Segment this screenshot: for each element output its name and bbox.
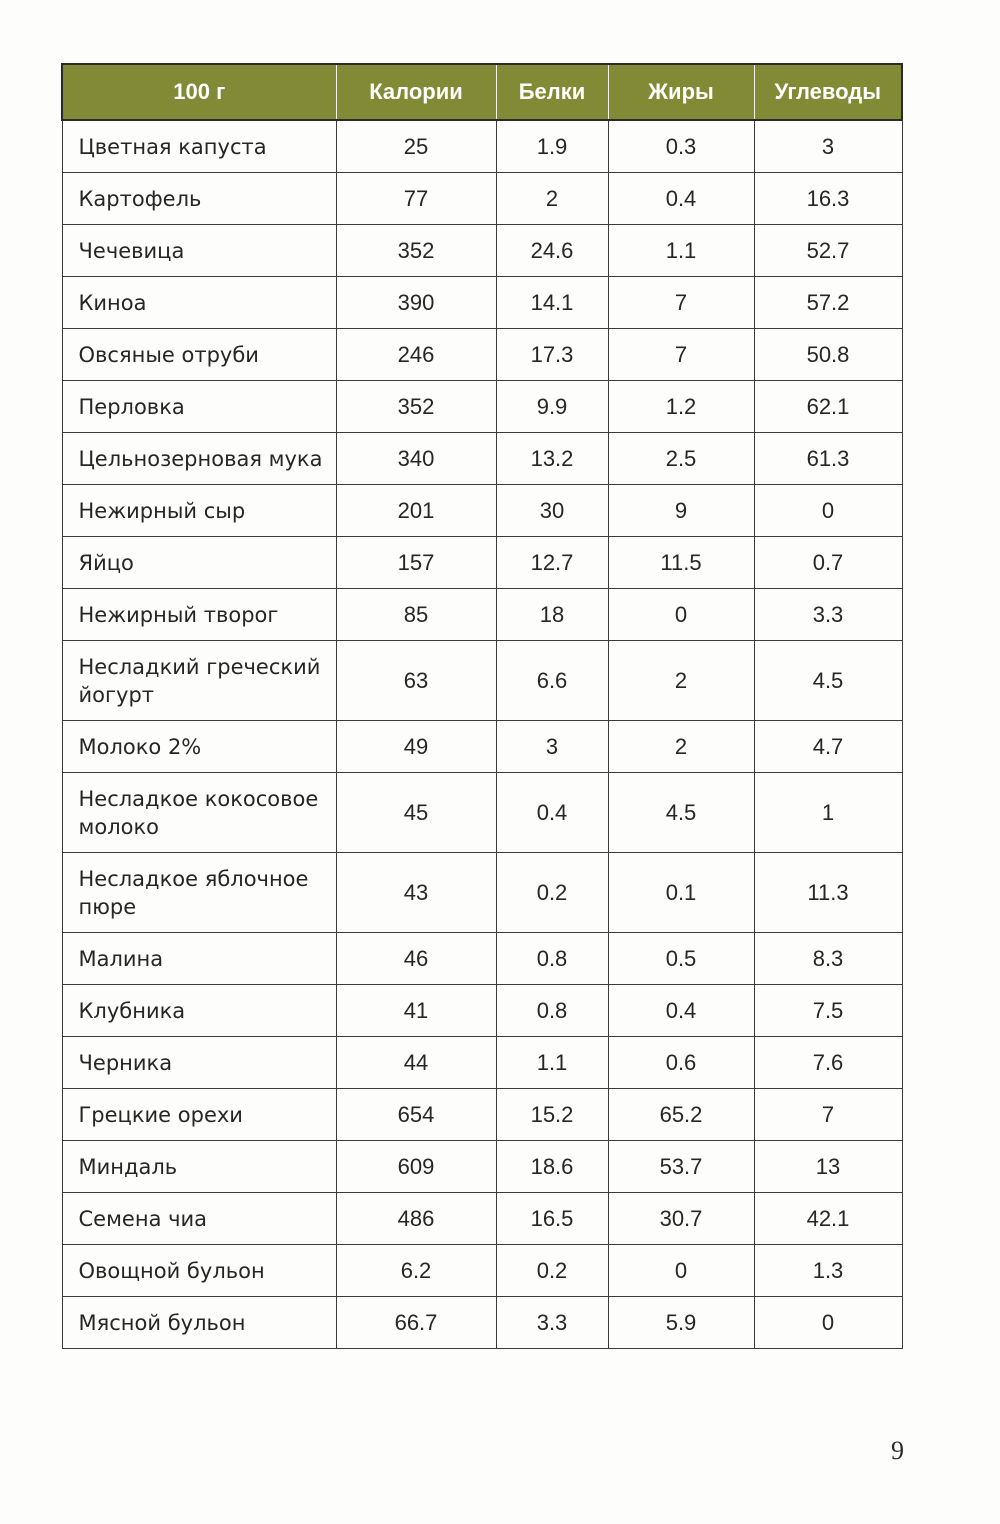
header-calories: Калории [336,64,496,120]
food-name-cell: Нежирный сыр [62,485,336,537]
fat-cell: 7 [608,329,754,381]
header-protein: Белки [496,64,608,120]
header-fat: Жиры [608,64,754,120]
food-name-cell: Яйцо [62,537,336,589]
carbs-cell: 16.3 [754,173,902,225]
carbs-cell: 4.5 [754,641,902,721]
table-row [62,1297,902,1349]
calories-cell: 246 [336,329,496,381]
calories-cell: 157 [336,537,496,589]
header-row [62,64,902,120]
calories-cell: 66.7 [336,1297,496,1349]
calories-cell: 45 [336,773,496,853]
carbs-cell: 0 [754,1297,902,1349]
fat-cell: 30.7 [608,1193,754,1245]
table-row [62,173,902,225]
header-carbs: Углеводы [754,64,902,120]
calories-cell: 41 [336,985,496,1037]
carbs-cell: 61.3 [754,433,902,485]
food-name-cell: Несладкий греческий йогурт [62,641,336,721]
protein-cell: 0.4 [496,773,608,853]
carbs-cell: 8.3 [754,933,902,985]
food-name-cell: Цветная капуста [62,120,336,173]
calories-cell: 654 [336,1089,496,1141]
protein-cell: 30 [496,485,608,537]
table-row [62,381,902,433]
table-row [62,985,902,1037]
protein-cell: 0.2 [496,853,608,933]
fat-cell: 11.5 [608,537,754,589]
calories-cell: 43 [336,853,496,933]
table-row [62,1141,902,1193]
food-name-cell: Несладкое яблочное пюре [62,853,336,933]
food-name-cell: Грецкие орехи [62,1089,336,1141]
fat-cell: 2 [608,721,754,773]
page-number: 9 [891,1436,904,1465]
carbs-cell: 7 [754,1089,902,1141]
table-row [62,853,902,933]
carbs-cell: 1.3 [754,1245,902,1297]
protein-cell: 9.9 [496,381,608,433]
protein-cell: 1.9 [496,120,608,173]
table-row [62,1089,902,1141]
protein-cell: 3.3 [496,1297,608,1349]
protein-cell: 14.1 [496,277,608,329]
calories-cell: 201 [336,485,496,537]
food-name-cell: Черника [62,1037,336,1089]
fat-cell: 0.4 [608,173,754,225]
calories-cell: 352 [336,225,496,277]
table-row [62,1245,902,1297]
table-row [62,641,902,721]
carbs-cell: 11.3 [754,853,902,933]
fat-cell: 1.2 [608,381,754,433]
carbs-cell: 7.6 [754,1037,902,1089]
protein-cell: 17.3 [496,329,608,381]
table-row [62,1037,902,1089]
calories-cell: 486 [336,1193,496,1245]
nutrition-table [61,63,903,1349]
calories-cell: 63 [336,641,496,721]
fat-cell: 0 [608,1245,754,1297]
protein-cell: 2 [496,173,608,225]
fat-cell: 0.4 [608,985,754,1037]
table-row [62,225,902,277]
food-name-cell: Овсяные отруби [62,329,336,381]
carbs-cell: 13 [754,1141,902,1193]
table-header [62,64,902,120]
food-name-cell: Овощной бульон [62,1245,336,1297]
table-row [62,1193,902,1245]
protein-cell: 3 [496,721,608,773]
carbs-cell: 1 [754,773,902,853]
table-row [62,773,902,853]
food-name-cell: Картофель [62,173,336,225]
carbs-cell: 3.3 [754,589,902,641]
protein-cell: 18 [496,589,608,641]
calories-cell: 352 [336,381,496,433]
table-row [62,120,902,173]
fat-cell: 5.9 [608,1297,754,1349]
protein-cell: 24.6 [496,225,608,277]
carbs-cell: 0 [754,485,902,537]
food-name-cell: Перловка [62,381,336,433]
protein-cell: 12.7 [496,537,608,589]
fat-cell: 9 [608,485,754,537]
protein-cell: 0.8 [496,933,608,985]
fat-cell: 2.5 [608,433,754,485]
table-row [62,277,902,329]
protein-cell: 13.2 [496,433,608,485]
food-name-cell: Клубника [62,985,336,1037]
carbs-cell: 42.1 [754,1193,902,1245]
food-name-cell: Малина [62,933,336,985]
fat-cell: 1.1 [608,225,754,277]
calories-cell: 85 [336,589,496,641]
food-name-cell: Несладкое кокосовое молоко [62,773,336,853]
table-row [62,933,902,985]
carbs-cell: 57.2 [754,277,902,329]
fat-cell: 65.2 [608,1089,754,1141]
table-body [62,120,902,1349]
carbs-cell: 0.7 [754,537,902,589]
carbs-cell: 50.8 [754,329,902,381]
calories-cell: 340 [336,433,496,485]
fat-cell: 4.5 [608,773,754,853]
table-row [62,433,902,485]
food-name-cell: Миндаль [62,1141,336,1193]
food-name-cell: Чечевица [62,225,336,277]
calories-cell: 49 [336,721,496,773]
carbs-cell: 7.5 [754,985,902,1037]
calories-cell: 609 [336,1141,496,1193]
fat-cell: 0.3 [608,120,754,173]
calories-cell: 46 [336,933,496,985]
food-name-cell: Нежирный творог [62,589,336,641]
protein-cell: 1.1 [496,1037,608,1089]
fat-cell: 0.1 [608,853,754,933]
carbs-cell: 62.1 [754,381,902,433]
table-row [62,721,902,773]
food-name-cell: Мясной бульон [62,1297,336,1349]
food-name-cell: Семена чиа [62,1193,336,1245]
protein-cell: 0.2 [496,1245,608,1297]
table-row [62,329,902,381]
food-name-cell: Молоко 2% [62,721,336,773]
protein-cell: 16.5 [496,1193,608,1245]
carbs-cell: 4.7 [754,721,902,773]
table-row [62,537,902,589]
calories-cell: 77 [336,173,496,225]
calories-cell: 390 [336,277,496,329]
calories-cell: 25 [336,120,496,173]
protein-cell: 15.2 [496,1089,608,1141]
calories-cell: 6.2 [336,1245,496,1297]
fat-cell: 7 [608,277,754,329]
fat-cell: 0.6 [608,1037,754,1089]
calories-cell: 44 [336,1037,496,1089]
table-row [62,485,902,537]
header-portion: 100 г [62,64,336,120]
food-name-cell: Цельнозерновая мука [62,433,336,485]
protein-cell: 0.8 [496,985,608,1037]
food-name-cell: Киноа [62,277,336,329]
fat-cell: 0 [608,589,754,641]
table-row [62,589,902,641]
fat-cell: 2 [608,641,754,721]
fat-cell: 0.5 [608,933,754,985]
fat-cell: 53.7 [608,1141,754,1193]
protein-cell: 18.6 [496,1141,608,1193]
carbs-cell: 52.7 [754,225,902,277]
carbs-cell: 3 [754,120,902,173]
protein-cell: 6.6 [496,641,608,721]
